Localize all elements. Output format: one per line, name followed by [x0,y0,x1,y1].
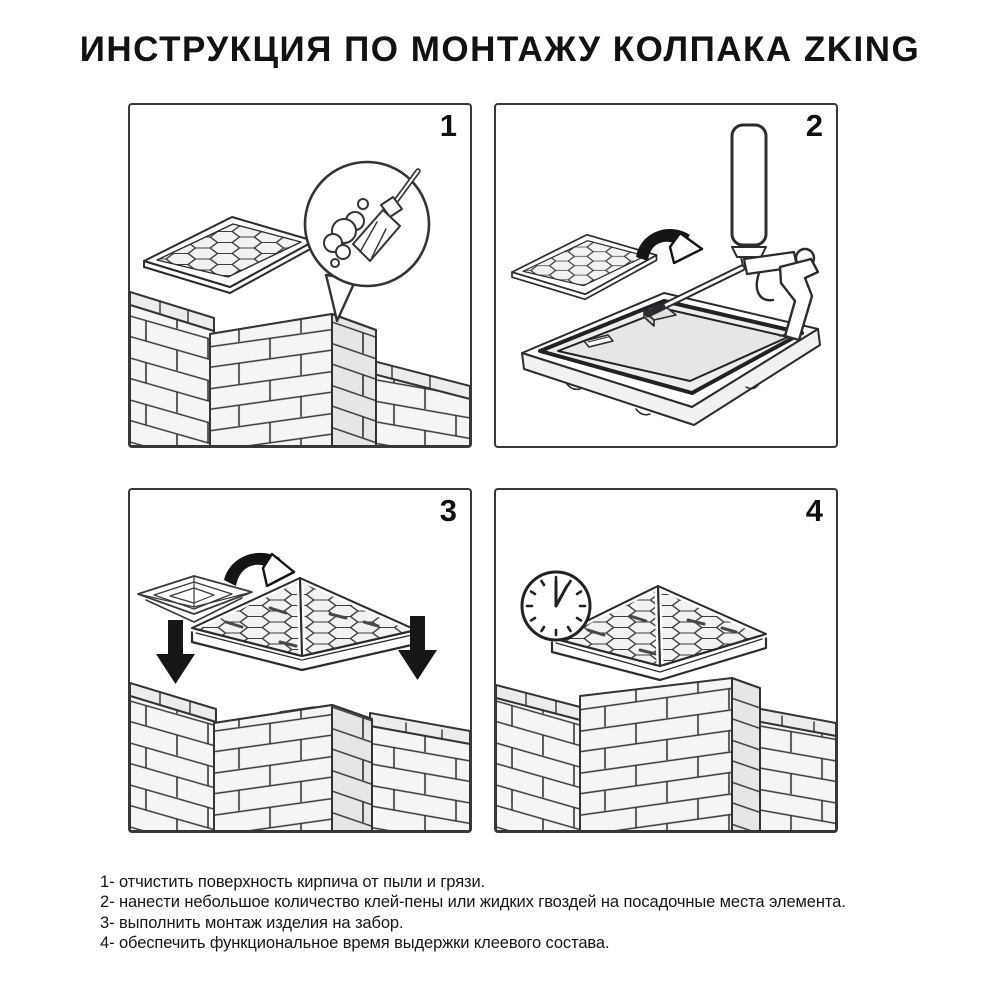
brick-pillar [214,705,372,831]
flip-arrow-icon [224,553,294,586]
callout-bubble [305,162,429,321]
panel-step-3 [128,488,472,833]
panel-step-2 [494,103,838,448]
flip-arrow-icon [636,229,702,263]
brick-pillar [580,678,760,831]
panel-2-illustration [496,105,836,446]
panel-number: 2 [805,108,823,143]
gun-trigger [757,273,773,300]
panel-3-illustration [130,490,470,831]
brick-wall-right [370,713,470,831]
step-item: 1- отчистить поверхность кирпича от пыли и грязи. [100,873,486,891]
step-item: 3- выполнить монтаж изделия на забор. [100,913,404,932]
panel-number: 1 [439,108,457,143]
brick-wall-left [130,292,214,446]
page-title: ИНСТРУКЦИЯ ПО МОНТАЖУ КОЛПАКА ZKING [79,30,921,69]
step-list [100,872,846,953]
panel-step-4 [494,488,838,833]
brick-wall-left [130,683,216,831]
panel-number: 3 [439,493,457,528]
step-item: 2- нанести небольшое количество клей-пены или жидких гвоздей на посадочные места элемента. [100,893,846,912]
panel-step-1 [128,103,472,448]
foam-canister [732,125,766,245]
panel-number: 4 [805,493,823,528]
clock-icon [522,572,590,640]
inverted-cap-tray [522,293,820,425]
brick-pillar [210,314,376,446]
brick-wall-left [496,685,580,831]
panel-4-illustration [496,490,836,831]
cap-illustration [144,217,314,293]
step-item: 4- обеспечить функциональное время выдержки клеевого состава. [100,933,610,952]
brick-wall-right [750,707,836,831]
cap-illustration [512,235,657,300]
panel-1-illustration [130,105,470,446]
